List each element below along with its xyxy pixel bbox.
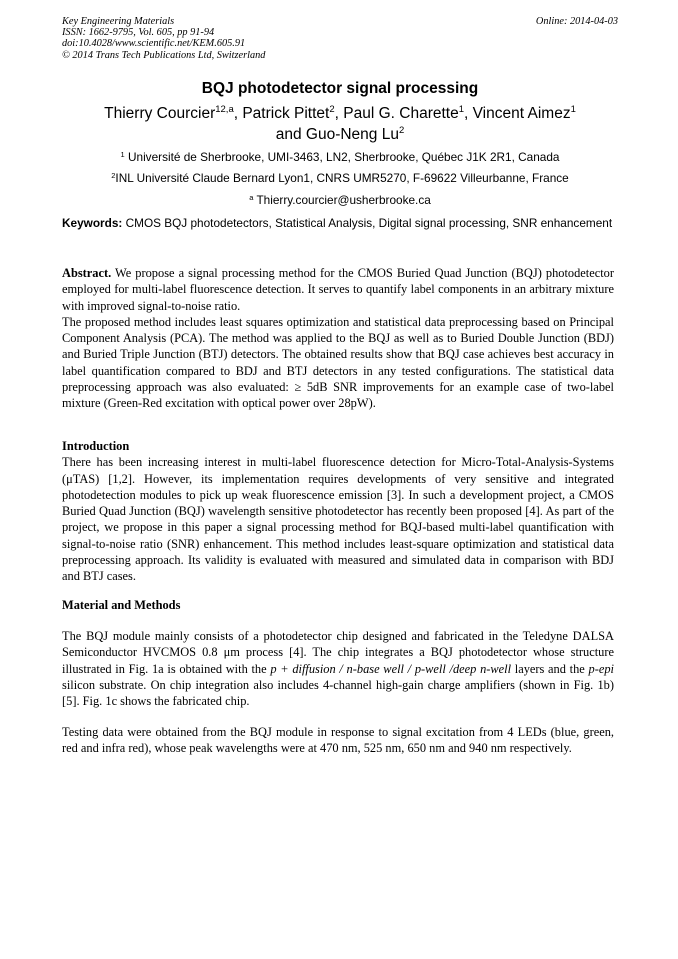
journal-copyright: © 2014 Trans Tech Publications Ltd, Switzerland (62, 49, 266, 61)
introduction-heading: Introduction (62, 439, 130, 453)
keywords (62, 216, 614, 232)
methods-text-2: Testing data were obtained from the BQJ module in response to signal excitation from 4 LEDs (blue, green, red and infra red), whose peak wavelengths were at 470 nm, 525 nm, 650 nm and 940 nm respectively. (62, 725, 614, 756)
author-list (62, 104, 618, 146)
affiliation-2 (62, 171, 618, 187)
affiliation-2-marker: 2 (111, 171, 116, 180)
affiliation-2-text: INL Université Claude Bernard Lyon1, CNRS UMR5270, F-69622 Villeurbanne, France (115, 171, 569, 185)
journal-name: Key Engineering Materials (62, 16, 175, 27)
author-5-affil: 2 (398, 125, 405, 136)
methods-text-1b: layers and the (511, 661, 589, 676)
substrate-name: p-epi (588, 661, 614, 676)
journal-header (62, 16, 618, 61)
methods-text-1 (62, 628, 614, 709)
author-4: , Vincent Aimez (464, 105, 571, 122)
author-2-affil: 2 (329, 104, 335, 115)
author-email (62, 193, 618, 209)
introduction-section (62, 438, 614, 585)
introduction-text: There has been increasing interest in multi-label fluorescence detection for Micro-Total-Analysis-Systems (μTAS) [1,2]. However, its implementation requires developments of very sensitive and integrated photodetection modules to pick up weak fluorescence emission [3]. In such a development project, a CMOS Buried Quad Junction (BQJ) wavelength sensitive photodetector has recently been proposed [4]. As part of the project, we propose in this paper a signal processing method for BQJ-based multi-label quantification with signal-to-noise ratio (SNR) enhancement. This method includes least-square optimization and statistical data preprocessing approach. Its validity is evaluated with measured and simulated data in comparison with BDJ and BTJ cases. (62, 455, 614, 584)
author-2: , Patrick Pittet (233, 105, 330, 122)
methods-paragraph-2 (62, 724, 614, 757)
author-3: , Paul G. Charette (334, 105, 459, 122)
methods-paragraph-1 (62, 628, 614, 709)
author-4-affil: 1 (570, 104, 576, 115)
methods-heading: Material and Methods (62, 598, 181, 612)
author-5: and Guo-Neng Lu (275, 126, 399, 143)
abstract-text-1: We propose a signal processing method for the CMOS Buried Quad Junction (BQJ) photodetector employed for multi-label fluorescence detection. It serves to quantify label components in an arbitrary mixture with improved signal-to-noise ratio. (62, 266, 615, 313)
paper-title: BQJ photodetector signal processing (201, 80, 479, 97)
methods-heading-block (62, 597, 614, 613)
email-marker: a (249, 193, 254, 202)
journal-doi: doi:10.4028/www.scientific.net/KEM.605.91 (62, 38, 246, 50)
affiliation-1 (62, 150, 618, 166)
abstract-section (62, 265, 614, 412)
author-3-affil: 1 (458, 104, 465, 115)
abstract-paragraph-2: The proposed method includes least squares optimization and statistical data preprocessing based on Principal Component Analysis (PCA). The method was applied to the BQJ as well as to Buried Double Junction (BDJ) and Buried Triple Junction (BTJ) detectors. The obtained results show that BQJ case achieves best accuracy in label quantification compared to BDJ and BTJ detectors in any tested configurations. The statistical data preprocessing approach was also evaluated: ≥ 5dB SNR improvements for an example case of two-label mixture (Green-Red excitation with optical power over 28pW). (62, 314, 614, 411)
methods-text-1c: silicon substrate. On chip integration also includes 4-channel high-gain charge amplifiers (shown in Fig. 1b) [5]. Fig. 1c shows the fabricated chip. (62, 677, 614, 709)
keywords-label: Keywords: (62, 216, 123, 230)
online-date: Online: 2014-04-03 (535, 16, 618, 27)
affiliation-1-marker: 1 (120, 150, 125, 159)
author-1-affil: 12,a (215, 104, 234, 115)
layer-list: p + diffusion / n-base well / p-well /deep n-well (270, 661, 512, 676)
abstract-paragraph-1 (62, 265, 614, 314)
email-text: Thierry.courcier@usherbrooke.ca (256, 193, 431, 207)
abstract-label: Abstract. (62, 266, 112, 280)
affiliation-1-text: Université de Sherbrooke, UMI-3463, LN2, Sherbrooke, Québec J1K 2R1, Canada (127, 150, 560, 164)
methods-text-1a: The BQJ module mainly consists of a photodetector chip designed and fabricated in the Teledyne DALSA Semiconductor HVCMOS 0.8 μm process [4]. The chip integrates a BQJ photodetector whose structure illustrated in Fig. 1a is obtained with the (62, 629, 614, 676)
author-1: Thierry Courcier (104, 105, 216, 122)
keywords-text: CMOS BQJ photodetectors, Statistical Analysis, Digital signal processing, SNR enhancement (125, 216, 613, 230)
journal-issn: ISSN: 1662-9795, Vol. 605, pp 91-94 (62, 27, 215, 39)
